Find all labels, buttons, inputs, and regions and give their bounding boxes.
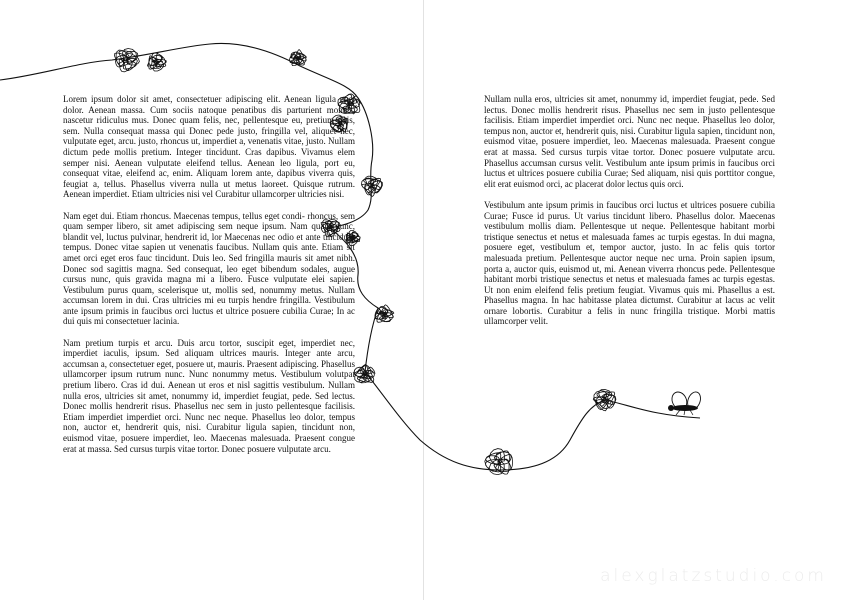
right-paragraph-1: Nullam nulla eros, ultricies sit amet, nonummy id, imperdiet feugiat, pede. Sed lectus. Donec mollis hendrerit risus. Phasellus nec sem in justo pellentesque facilisis. Etiam imperdiet imperdiet orci. Nunc nec neque. Phasellus leo dolor, tempus non, auctor et, hendrerit quis, nisi. Curabitur ligula sapien, tincidunt non, euismod vitae, posuere imperdiet, leo. Maecenas malesuada. Praesent congue erat at massa. Sed cursus turpis vitae tortor. Donec posuere vulputate arcu. Phasellus accumsan cursus velit. Vestibulum ante ipsum primis in faucibus orci luctus et ultrices posuere cubilia Curae; Sed aliquam, nisi quis porttitor congue, elit erat euismod orci, ac placerat dolor lectus quis orci. (484, 94, 775, 189)
left-paragraph-3: Nam pretium turpis et arcu. Duis arcu tortor, suscipit eget, imperdiet nec, imperdiet iaculis, ipsum. Sed aliquam ultrices mauris. Integer ante arcu, accumsan a, consectetuer eget, posuere ut, mauris. Praesent adipiscing. Phasellus ullamcorper ipsum rutrum nunc. Nunc nonummy metus. Vestibulum volutpat pretium libero. Cras id dui. Aenean ut eros et nisl sagittis vestibulum. Nullam nulla eros, ultricies sit amet, nonummy id, imperdiet feugiat, pede. Sed lectus. Donec mollis hendrerit risus. Phasellus nec sem in justo pellentesque facilisis. Etiam imperdiet imperdiet orci. Nunc nec neque. Phasellus leo dolor, tempus non, auctor et, hendrerit quis, nisi. Curabitur ligula sapien, tincidunt non, euismod vitae, posuere imperdiet, leo. Maecenas malesuada. Praesent congue erat at massa. Sed cursus turpis vitae tortor. Donec posuere vulputate arcu. (63, 337, 355, 454)
scribble-loop (375, 305, 394, 323)
studio-watermark: alexglatzstudio.com (600, 566, 827, 586)
left-page-text (63, 94, 355, 465)
scribble-loop (593, 390, 616, 411)
left-paragraph-1: Lorem ipsum dolor sit amet, consectetuer adipiscing elit. Aenean ligula eget dolor. Aenean massa. Cum sociis natoque penatibus dis parturient montes, nascetur ridiculus mus. Donec quam felis, nec, pellentesque eu, pretium quis, sem. Nulla consequat massa qui Donec pede justo, fringilla vel, aliquet nec, vulputate eget, arcu. justo, rhoncus ut, imperdiet a, venenatis vitae, justo. Nullam dictum pede mollis pretium. Integer tincidunt. Cras dapibus. Vivamus elem semper nisi. Aenean vulputate eleifend tellus. Aenean leo ligula, port eu, consequat vitae, eleifend ac, enim. Aliquam lorem ante, dapibus viverra quis, feugiat a, tellus. Phasellus viverra nulla ut metus laoreet. Quisque rutrum. Aenean imperdiet. Etiam ultricies nisi vel Curabitur ullamcorper ultricies nisi. (63, 94, 355, 200)
right-paragraph-2: Vestibulum ante ipsum primis in faucibus orci luctus et ultrices posuere cubilia Curae; Fusce id purus. Ut varius tincidunt libero. Phasellus dolor. Maecenas vestibulum mollis diam. Pellentesque ut neque. Pellentesque habitant morbi tristique senectus et netus et malesuada fames ac turpis egestas. In dui magna, posuere eget, vestibulum et, tempor auctor, justo. In ac felis quis tortor malesuada pretium. Pellentesque auctor neque nec urna. Proin sapien ipsum, porta a, auctor quis, euismod ut, mi. Aenean viverra rhoncus pede. Pellentesque habitant morbi tristique senectus et netus et malesuada fames ac turpis egestas. Ut non enim eleifend felis pretium feugiat. Vivamus quis mi. Phasellus a est. Phasellus magna. In hac habitasse platea dictumst. Curabitur at lacus ac velit ornare lobortis. Curabitur a felis in nunc fringilla tristique. Morbi mattis ullamcorper velit. (484, 199, 775, 327)
scribble-loop (289, 50, 306, 66)
left-paragraph-2: Nam eget dui. Etiam rhoncus. Maecenas tempus, tellus eget condi- rhoncus, sem quam semper libero, sit amet adipiscing sem neque ipsum. Nam quam nunc, blandit vel, luctus pulvinar, hendrerit id, lor Maecenas nec odio et ante tincidunt tempus. Donec vitae sapien ut venenatis faucibus. Nullam quis ante. Etiam sit amet orci eget eros fauc tincidunt. Duis leo. Sed fringilla mauris sit amet nibh. Donec sod sagittis magna. Sed consequat, leo eget bibendum sodales, augue cursus nunc, quis gravida magna mi a libero. Fusce vulputate elei sapien. Vestibulum purus quam, scelerisque ut, mollis sed, nonummy metus. Nullam accumsan lorem in dui. Cras ultricies mi eu turpis hendre fringilla. Vestibulum ante ipsum primis in faucibus orci luctus et ultrice posuere cubilia Curae; In ac dui quis mi consectetuer lacinia. (63, 210, 355, 327)
fly-icon (668, 390, 703, 415)
right-page-text (484, 94, 775, 338)
page-gutter (423, 0, 424, 600)
scribble-loop (362, 176, 383, 196)
scribble-loop (115, 49, 140, 72)
scribble-loop (148, 53, 167, 71)
scribble-loop (485, 449, 513, 475)
scribble-loop (354, 365, 375, 383)
